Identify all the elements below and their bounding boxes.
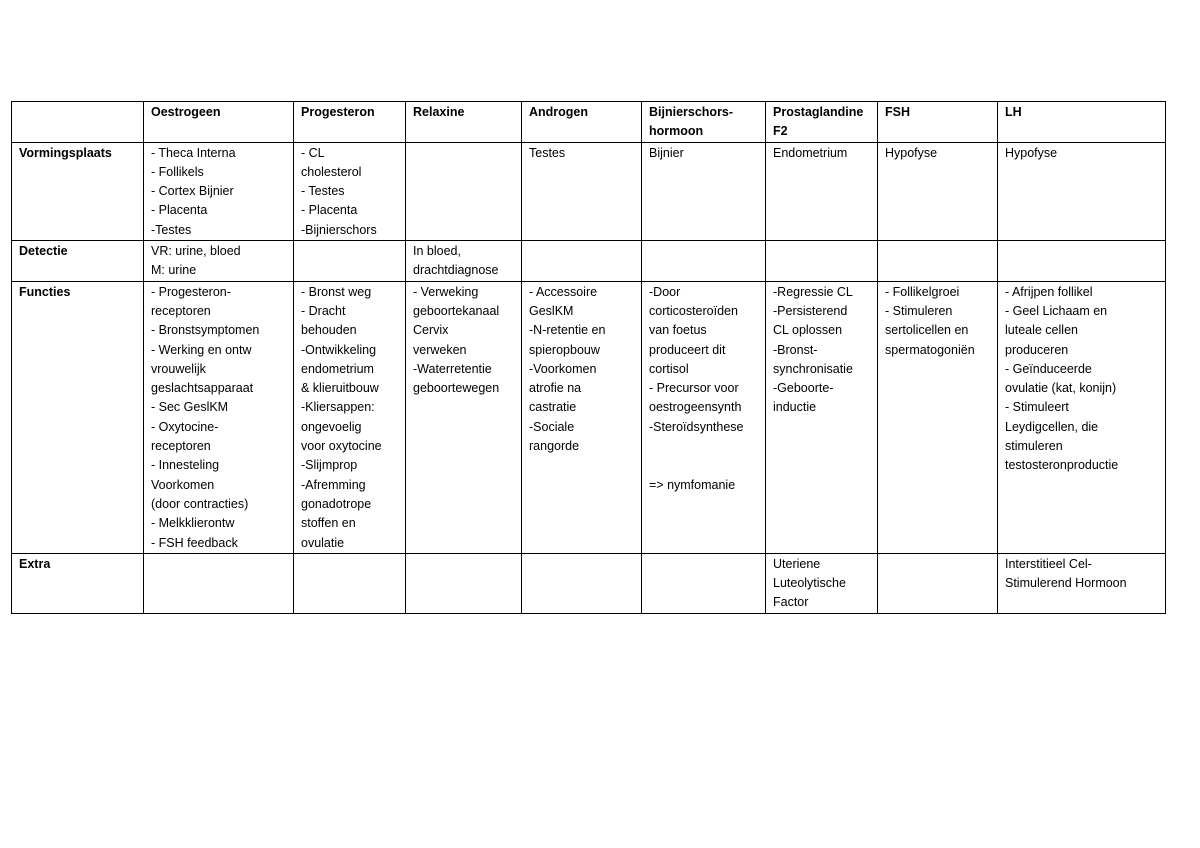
table-row xyxy=(12,142,1166,240)
table-cell xyxy=(522,553,642,613)
table-cell xyxy=(766,241,878,282)
table-cell: Testes xyxy=(522,142,642,240)
table-cell xyxy=(998,241,1166,282)
table-cell: - CL cholesterol - Testes - Placenta -Bijnierschors xyxy=(294,142,406,240)
table-cell: Endometrium xyxy=(766,142,878,240)
table-cell xyxy=(144,553,294,613)
table-row xyxy=(12,241,1166,282)
table-cell: - Follikelgroei - Stimuleren sertolicellen en spermatogoniën xyxy=(878,281,998,553)
table-cell: - Bronst weg - Dracht behouden -Ontwikkeling endometrium & klieruitbouw -Kliersappen: ongevoelig voor oxytocine -Slijmprop -Afremming gonadotrope stoffen en ovulatie xyxy=(294,281,406,553)
header-cell-bijnierschorshormoon: Bijnierschors- hormoon xyxy=(642,102,766,143)
table-cell: - Verweking geboortekanaal Cervix verweken -Waterretentie geboortewegen xyxy=(406,281,522,553)
header-cell-prostaglandine: Prostaglandine F2 xyxy=(766,102,878,143)
table-cell: Hypofyse xyxy=(878,142,998,240)
header-cell-oestrogeen: Oestrogeen xyxy=(144,102,294,143)
table-cell xyxy=(878,553,998,613)
table-cell: -Door corticosteroïden van foetus produceert dit cortisol - Precursor voor oestrogeensynth -Steroïdsynthese => nymfomanie xyxy=(642,281,766,553)
hormone-table xyxy=(11,101,1166,614)
table-row xyxy=(12,553,1166,613)
header-cell-relaxine: Relaxine xyxy=(406,102,522,143)
table-cell: - Afrijpen follikel - Geel Lichaam en luteale cellen produceren - Geïnduceerde ovulatie (kat, konijn) - Stimuleert Leydigcellen, die stimuleren testosteronproductie xyxy=(998,281,1166,553)
table-cell: Bijnier xyxy=(642,142,766,240)
row-label: Functies xyxy=(12,281,144,553)
table-cell xyxy=(878,241,998,282)
table-cell: Uteriene Luteolytische Factor xyxy=(766,553,878,613)
table-cell xyxy=(522,241,642,282)
row-label: Detectie xyxy=(12,241,144,282)
header-cell-corner xyxy=(12,102,144,143)
table-cell xyxy=(642,553,766,613)
table-cell: Interstitieel Cel- Stimulerend Hormoon xyxy=(998,553,1166,613)
table-cell xyxy=(294,553,406,613)
table-cell: - Theca Interna - Follikels - Cortex Bijnier - Placenta -Testes xyxy=(144,142,294,240)
header-cell-lh: LH xyxy=(998,102,1166,143)
header-cell-androgen: Androgen xyxy=(522,102,642,143)
table-cell: -Regressie CL -Persisterend CL oplossen -Bronst- synchronisatie -Geboorte- inductie xyxy=(766,281,878,553)
table-cell: VR: urine, bloed M: urine xyxy=(144,241,294,282)
table-cell: Hypofyse xyxy=(998,142,1166,240)
header-cell-progesteron: Progesteron xyxy=(294,102,406,143)
header-cell-fsh: FSH xyxy=(878,102,998,143)
table-cell xyxy=(294,241,406,282)
row-label: Extra xyxy=(12,553,144,613)
table-cell: - Accessoire GeslKM -N-retentie en spieropbouw -Voorkomen atrofie na castratie -Sociale rangorde xyxy=(522,281,642,553)
table-cell: In bloed, drachtdiagnose xyxy=(406,241,522,282)
table-cell xyxy=(642,241,766,282)
table-cell xyxy=(406,553,522,613)
table-cell xyxy=(406,142,522,240)
table-cell: - Progesteron- receptoren - Bronstsymptomen - Werking en ontw vrouwelijk geslachtsapparaat - Sec GeslKM - Oxytocine- receptoren - Innesteling Voorkomen (door contracties) - Melkklierontw - FSH feedback xyxy=(144,281,294,553)
table-row xyxy=(12,281,1166,553)
table-header-row xyxy=(12,102,1166,143)
row-label: Vormingsplaats xyxy=(12,142,144,240)
